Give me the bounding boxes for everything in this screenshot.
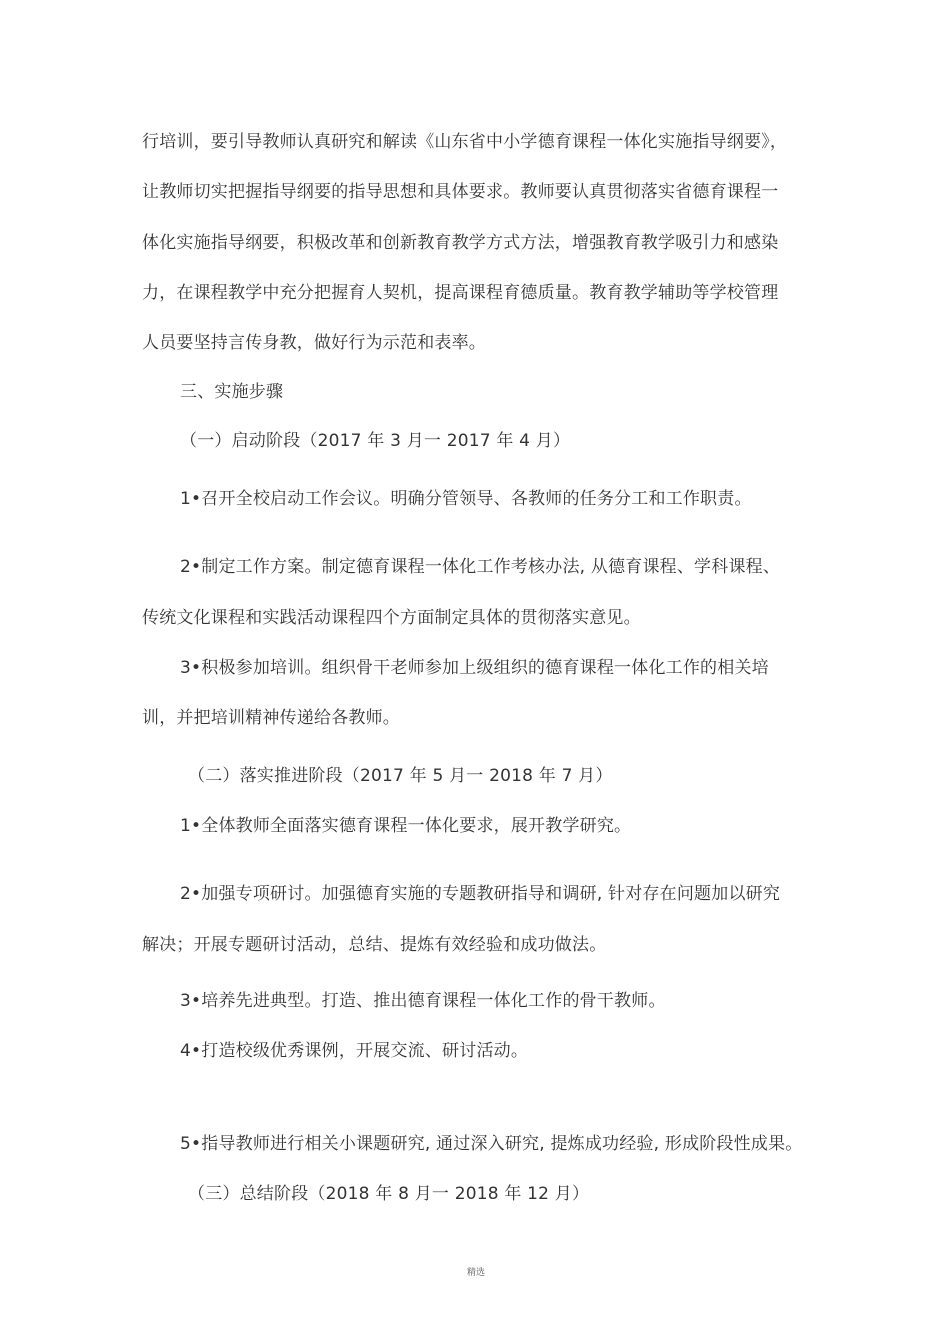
- stage2-item-5: 5•指导教师进行相关小课题研究, 通过深入研究, 提炼成功经验, 形成阶段性成果。: [180, 1134, 803, 1154]
- body-line-5: 人员要坚持言传身教，做好行为示范和表率。: [142, 333, 486, 353]
- stage1-item-1: 1•召开全校启动工作会议。明确分管领导、各教师的任务分工和工作职责。: [180, 489, 752, 509]
- stage-heading-3: （三）总结阶段（2018 年 8 月一 2018 年 12 月）: [188, 1184, 590, 1204]
- stage1-item-2-cont: 传统文化课程和实践活动课程四个方面制定具体的贯彻落实意见。: [142, 608, 641, 628]
- body-line-4: 力，在课程教学中充分把握育人契机，提高课程育德质量。教育教学辅助等学校管理: [142, 283, 779, 303]
- stage2-item-2-cont: 解决；开展专题研讨活动，总结、提炼有效经验和成功做法。: [142, 935, 607, 955]
- section-heading-3: 三、实施步骤: [180, 382, 284, 402]
- body-line-1: 行培训，要引导教师认真研究和解读《山东省中小学德育课程一体化实施指导纲要》，: [142, 132, 788, 152]
- stage1-item-3-cont: 训，并把培训精神传递给各教师。: [142, 708, 400, 728]
- stage1-item-3: 3•积极参加培训。组织骨干老师参加上级组织的德育课程一体化工作的相关培: [180, 658, 769, 678]
- stage2-item-4: 4•打造校级优秀课例，开展交流、研讨活动。: [180, 1041, 529, 1061]
- stage2-item-3: 3•培养先进典型。打造、推出德育课程一体化工作的骨干教师。: [180, 991, 666, 1011]
- body-line-2: 让教师切实把握指导纲要的指导思想和具体要求。教师要认真贯彻落实省德育课程一: [142, 182, 779, 202]
- stage-heading-2: （二）落实推进阶段（2017 年 5 月一 2018 年 7 月）: [188, 766, 613, 786]
- stage1-item-2: 2•制定工作方案。制定德育课程一体化工作考核办法, 从德育课程、学科课程、: [180, 557, 781, 577]
- stage2-item-1: 1•全体教师全面落实德育课程一体化要求，展开教学研究。: [180, 816, 632, 836]
- stage-heading-1: （一）启动阶段（2017 年 3 月一 2017 年 4 月）: [180, 431, 571, 451]
- page-footer: 精选: [466, 1268, 485, 1278]
- body-line-3: 体化实施指导纲要，积极改革和创新教育教学方式方法，增强教育教学吸引力和感染: [142, 233, 779, 253]
- stage2-item-2: 2•加强专项研讨。加强德育实施的专题教研指导和调研, 针对存在问题加以研究: [180, 884, 781, 904]
